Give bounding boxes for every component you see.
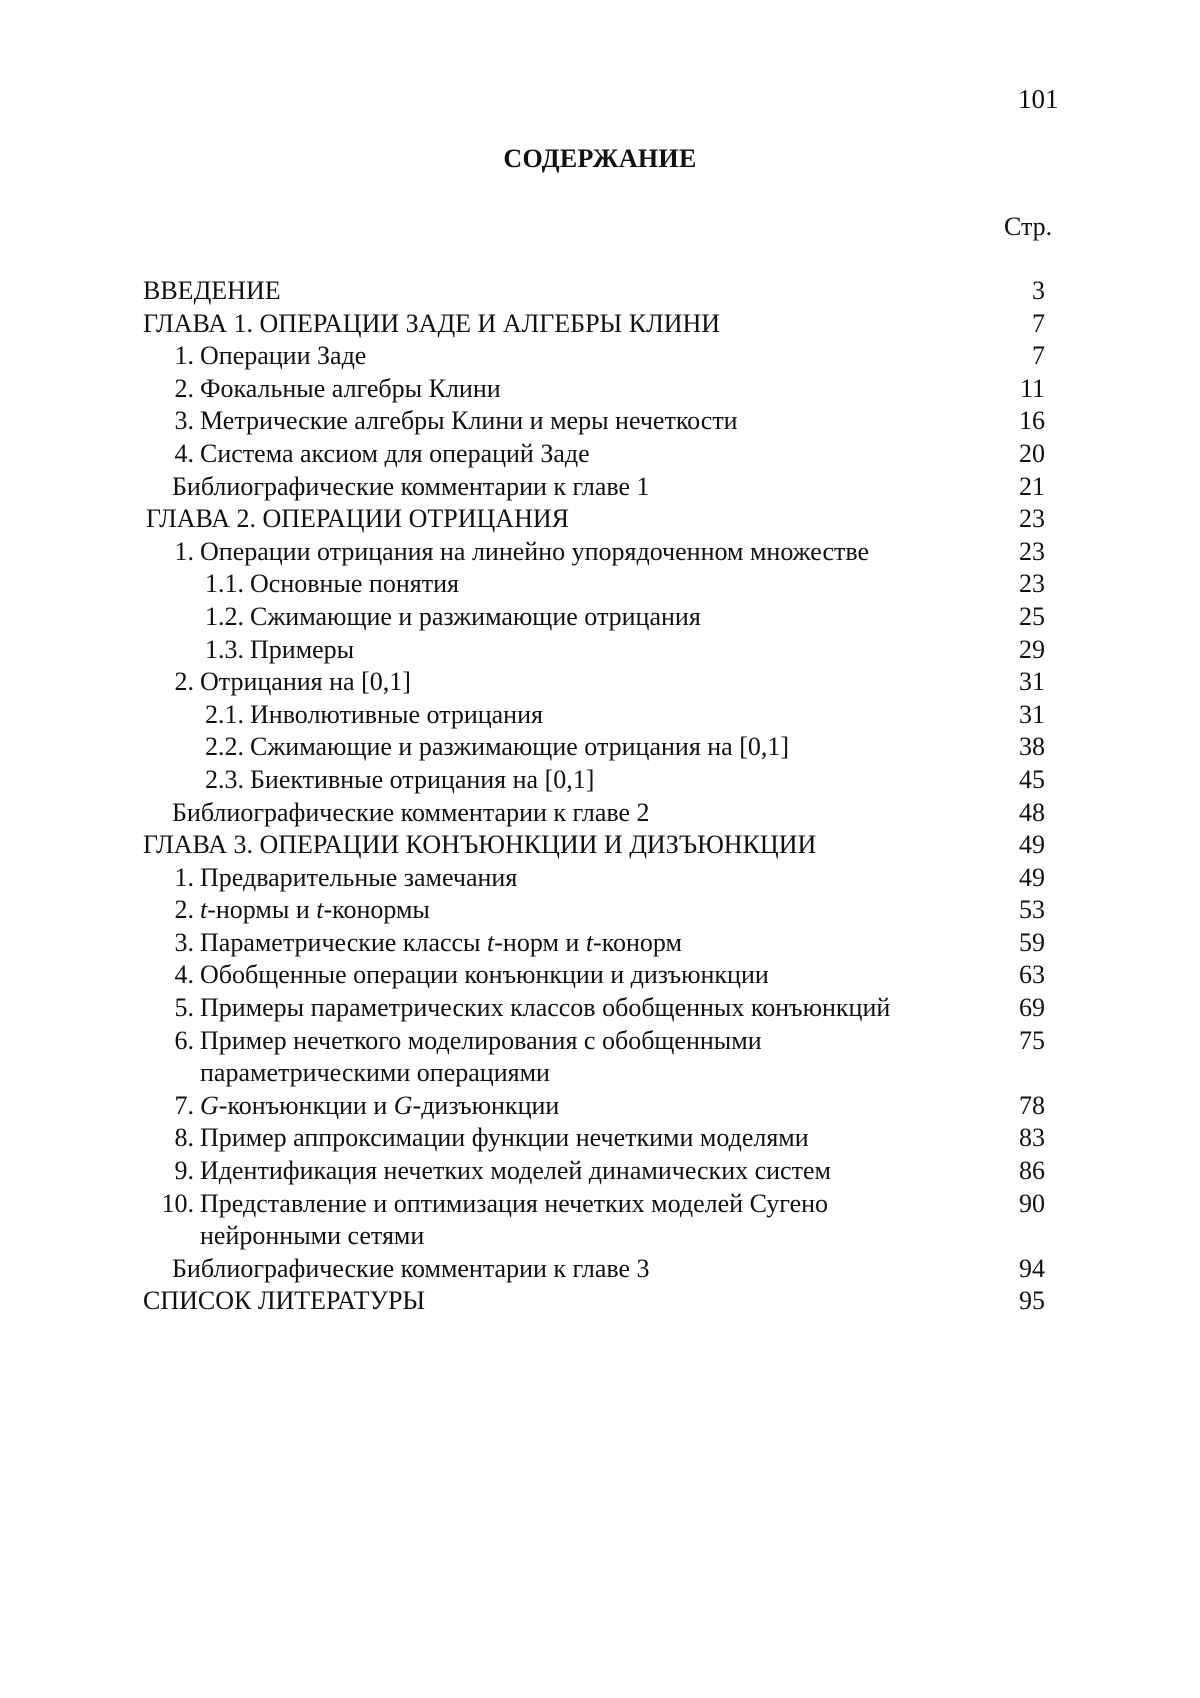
toc-entry-title-continuation: нейронными сетями xyxy=(200,1221,425,1251)
toc-entry-number: 7. xyxy=(174,1090,194,1120)
toc-entry-title: Пример нечеткого моделирования с обобщенными параметрическими операциями xyxy=(200,1025,762,1090)
toc-entry[interactable] xyxy=(0,959,1200,992)
pages-column-header: Стр. xyxy=(1004,212,1053,241)
toc-entry-title: ГЛАВА 3. ОПЕРАЦИИ КОНЪЮНКЦИИ И ДИЗЪЮНКЦИИ xyxy=(143,830,817,860)
toc-entry-title: Обобщенные операции конъюнкции и дизъюнкции xyxy=(200,960,769,990)
toc-entry-page: 7 xyxy=(1032,341,1045,371)
toc-entry[interactable] xyxy=(0,536,1200,569)
toc-entry[interactable] xyxy=(0,275,1200,308)
toc-entry-number: 1. xyxy=(174,536,194,566)
toc-entry-title: ВВЕДЕНИЕ xyxy=(143,276,281,305)
toc-entry[interactable] xyxy=(0,992,1200,1025)
toc-entry-page: 23 xyxy=(1019,536,1045,566)
toc-entry[interactable] xyxy=(0,1025,1200,1090)
toc-entry-page: 49 xyxy=(1019,862,1045,892)
toc-entry-page: 94 xyxy=(1019,1253,1045,1283)
toc-entry-title: Биективные отрицания на [0,1] xyxy=(250,764,595,794)
toc-entry-page: 95 xyxy=(1019,1286,1045,1316)
toc-entry-page: 59 xyxy=(1019,927,1045,957)
toc-entry[interactable] xyxy=(0,503,1200,536)
toc-entry-number: 2.3. xyxy=(205,764,244,794)
toc-entry[interactable] xyxy=(0,1155,1200,1188)
toc-entry[interactable] xyxy=(0,1122,1200,1155)
page-number: 101 xyxy=(1018,84,1059,114)
toc-entry[interactable] xyxy=(0,405,1200,438)
toc-entry-title: ГЛАВА 2. ОПЕРАЦИИ ОТРИЦАНИЯ xyxy=(146,504,569,534)
toc-entry-page: 16 xyxy=(1019,406,1045,436)
toc-entry-page: 11 xyxy=(1019,373,1045,403)
toc-entry-page: 25 xyxy=(1019,601,1045,631)
toc-entry[interactable] xyxy=(0,601,1200,634)
toc-entry-title: Параметрические классы t-норм и t-конорм xyxy=(200,927,682,957)
toc-entry-title: Библиографические комментарии к главе 2 xyxy=(172,797,650,827)
toc-entry-number: 2. xyxy=(174,667,194,697)
toc-entry-title: СПИСОК ЛИТЕРАТУРЫ xyxy=(143,1286,426,1316)
toc-entry[interactable] xyxy=(0,699,1200,732)
toc-entry[interactable] xyxy=(0,894,1200,927)
toc-entry-page: 49 xyxy=(1019,830,1045,860)
toc-entry[interactable] xyxy=(0,829,1200,862)
toc-entry-title: Представление и оптимизация нечетких моделей Сугено нейронными сетями xyxy=(200,1188,828,1253)
toc-entry[interactable] xyxy=(0,471,1200,504)
toc-entry-page: 53 xyxy=(1019,895,1045,925)
toc-entry-number: 1.2. xyxy=(205,601,244,631)
toc-entry-number: 6. xyxy=(174,1025,194,1055)
toc-entry-title: Операции Заде xyxy=(200,341,367,371)
toc-entry[interactable] xyxy=(0,308,1200,341)
toc-entry[interactable] xyxy=(0,666,1200,699)
toc-entry-title: Фокальные алгебры Клини xyxy=(200,373,501,403)
table-of-contents xyxy=(0,275,1200,1318)
toc-entry[interactable] xyxy=(0,1253,1200,1286)
toc-entry[interactable] xyxy=(0,764,1200,797)
toc-entry[interactable] xyxy=(0,634,1200,667)
toc-entry-title: Примеры xyxy=(250,634,355,664)
toc-entry-title: Библиографические комментарии к главе 1 xyxy=(172,471,650,501)
toc-entry-page: 31 xyxy=(1019,699,1045,729)
toc-entry[interactable] xyxy=(0,438,1200,471)
toc-entry-number: 4. xyxy=(174,438,194,468)
toc-entry-page: 38 xyxy=(1019,732,1045,762)
toc-entry-title: Метрические алгебры Клини и меры нечеткости xyxy=(200,406,738,436)
toc-entry-title: Идентификация нечетких моделей динамических систем xyxy=(200,1156,831,1186)
toc-entry-page: 90 xyxy=(1019,1188,1045,1218)
toc-entry-title: Библиографические комментарии к главе 3 xyxy=(172,1253,650,1283)
toc-entry[interactable] xyxy=(0,1090,1200,1123)
toc-entry-page: 69 xyxy=(1019,993,1045,1023)
toc-entry-title: Сжимающие и разжимающие отрицания на [0,1] xyxy=(250,732,790,762)
toc-entry-number: 2.2. xyxy=(205,732,244,762)
toc-entry-title: Операции отрицания на линейно упорядоченном множестве xyxy=(200,536,870,566)
toc-entry-page: 63 xyxy=(1019,960,1045,990)
toc-entry-number: 10. xyxy=(161,1188,194,1218)
toc-entry-page: 29 xyxy=(1019,634,1045,664)
toc-entry-page: 23 xyxy=(1019,504,1045,534)
toc-entry-page: 83 xyxy=(1019,1123,1045,1153)
toc-entry-number: 4. xyxy=(174,960,194,990)
toc-entry-title: Предварительные замечания xyxy=(200,862,518,892)
toc-entry-title: Отрицания на [0,1] xyxy=(200,667,411,697)
toc-entry[interactable] xyxy=(0,927,1200,960)
toc-entry[interactable] xyxy=(0,731,1200,764)
toc-entry[interactable] xyxy=(0,340,1200,373)
toc-entry-title: Система аксиом для операций Заде xyxy=(200,438,590,468)
toc-entry-page: 75 xyxy=(1019,1025,1045,1055)
toc-entry-number: 2. xyxy=(174,373,194,403)
toc-entry-title: t-нормы и t-конормы xyxy=(200,895,430,925)
toc-entry[interactable] xyxy=(0,862,1200,895)
toc-entry-number: 1.3. xyxy=(205,634,244,664)
toc-entry[interactable] xyxy=(0,373,1200,406)
toc-entry-number: 2. xyxy=(174,895,194,925)
toc-entry-number: 1. xyxy=(174,862,194,892)
toc-entry-page: 3 xyxy=(1032,276,1045,305)
toc-entry-title-continuation: параметрическими операциями xyxy=(200,1058,550,1088)
toc-entry-page: 21 xyxy=(1019,471,1045,501)
toc-entry-title: Сжимающие и разжимающие отрицания xyxy=(250,601,701,631)
toc-entry-number: 3. xyxy=(174,406,194,436)
toc-entry-number: 1.1. xyxy=(205,569,244,599)
page-title: СОДЕРЖАНИЕ xyxy=(503,144,697,173)
toc-entry-title: Инволютивные отрицания xyxy=(250,699,543,729)
toc-entry-page: 20 xyxy=(1019,438,1045,468)
toc-entry-number: 3. xyxy=(174,927,194,957)
toc-entry[interactable] xyxy=(0,1285,1200,1318)
toc-entry[interactable] xyxy=(0,568,1200,601)
toc-entry-page: 7 xyxy=(1032,308,1045,338)
toc-entry-number: 1. xyxy=(174,341,194,371)
toc-entry-title: ГЛАВА 1. ОПЕРАЦИИ ЗАДЕ И АЛГЕБРЫ КЛИНИ xyxy=(143,308,721,338)
toc-entry-page: 23 xyxy=(1019,569,1045,599)
toc-entry-number: 2.1. xyxy=(205,699,244,729)
toc-entry-page: 78 xyxy=(1019,1090,1045,1120)
toc-entry-title: Примеры параметрических классов обобщенных конъюнкций xyxy=(200,993,891,1023)
toc-entry-page: 31 xyxy=(1019,667,1045,697)
toc-entry-title: G-конъюнкции и G-дизъюнкции xyxy=(200,1090,560,1120)
toc-entry-title: Пример аппроксимации функции нечеткими моделями xyxy=(200,1123,809,1153)
toc-entry-number: 8. xyxy=(174,1123,194,1153)
toc-entry-page: 45 xyxy=(1019,764,1045,794)
toc-entry[interactable] xyxy=(0,1188,1200,1253)
toc-entry-page: 86 xyxy=(1019,1156,1045,1186)
toc-entry-page: 48 xyxy=(1019,797,1045,827)
toc-entry[interactable] xyxy=(0,797,1200,830)
toc-entry-number: 9. xyxy=(174,1156,194,1186)
toc-entry-number: 5. xyxy=(174,993,194,1023)
toc-entry-title: Основные понятия xyxy=(250,569,459,599)
